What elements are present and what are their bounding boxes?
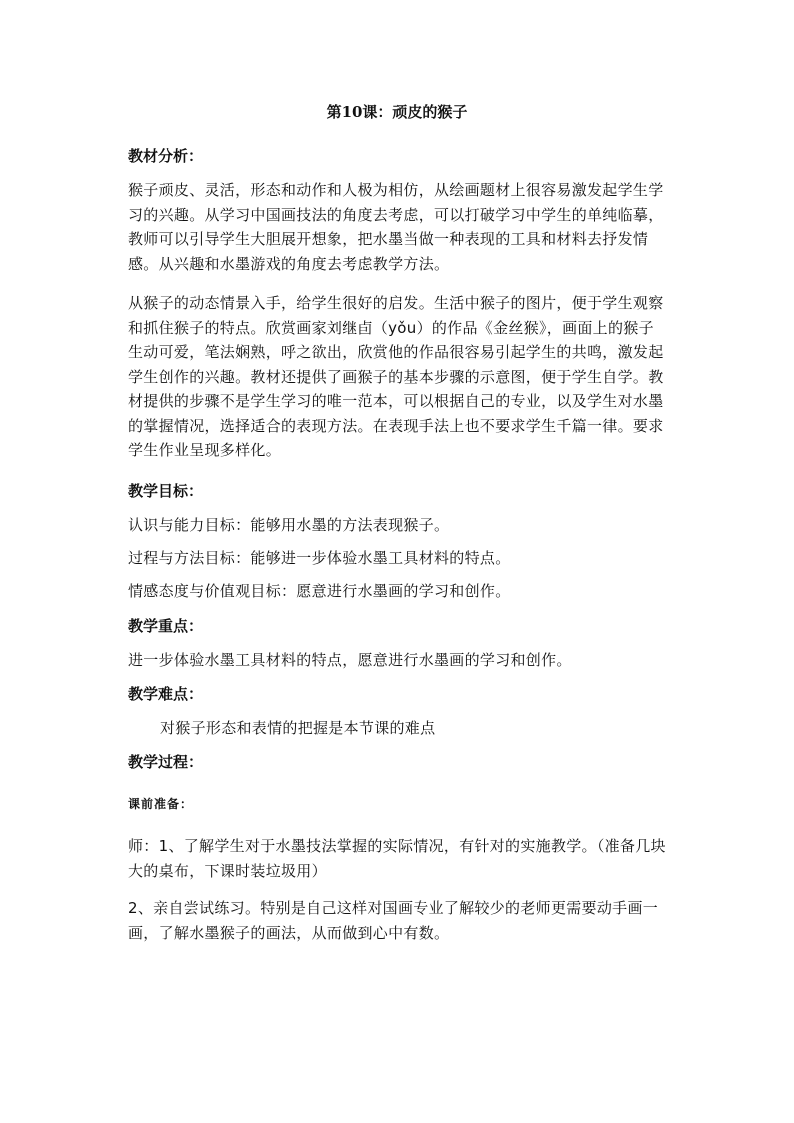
goal-emotion: 情感态度与价值观目标：愿意进行水墨画的学习和创作。 (128, 582, 511, 600)
goal-ability: 认识与能力目标：能够用水墨的方法表现猴子。 (128, 516, 450, 534)
prep-heading: 课前准备： (128, 797, 194, 811)
difficulty-text: 对猴子形态和表情的把握是本节课的难点 (160, 719, 436, 737)
document-title: 第10课：顽皮的猴子 (326, 103, 468, 121)
key-text: 进一步体验水墨工具材料的特点，愿意进行水墨画的学习和创作。 (128, 651, 572, 669)
difficulty-heading: 教学难点： (128, 685, 204, 703)
key-heading: 教学重点： (128, 617, 204, 635)
analysis-heading: 教材分析： (128, 147, 204, 165)
goal-process: 过程与方法目标：能够进一步体验水墨工具材料的特点。 (128, 549, 511, 567)
analysis-paragraph-2: 从猴子的动态情景入手，给学生很好的启发。生活中猴子的图片，便于学生观察和抓住猴子的特点。欣赏画家刘继卣（yǒu）的作品《金丝猴》，画面上的猴子生动可爱，笔法娴熟，呼之欲出，欣赏他的作品很容易引起学生的共鸣，激发起学生创作的兴趣。教材还提供了画猴子的基本步骤的示意图，便于学生自学。教材提供的步骤不是学生学习的唯一范本，可以根据自己的专业，以及学生对水墨的掌握情况，选择适合的表现方法。在表现手法上也不要求学生千篇一律。要求学生作业呈现多样化。 (128, 294, 664, 459)
prep-paragraph-2: 2、亲自尝试练习。特别是自己这样对国画专业了解较少的老师更需要动手画一画，了解水墨猴子的画法，从而做到心中有数。 (128, 899, 659, 942)
process-heading: 教学过程： (128, 753, 204, 771)
goals-heading: 教学目标： (128, 482, 204, 500)
prep-paragraph-1: 师：1、了解学生对于水墨技法掌握的实际情况，有针对的实施教学。（准备几块大的桌布，下课时装垃圾用） (128, 837, 666, 880)
analysis-paragraph-1: 猴子顽皮、灵活，形态和动作和人极为相仿，从绘画题材上很容易激发起学生学习的兴趣。从学习中国画技法的角度去考虑，可以打破学习中学生的单纯临摹，教师可以引导学生大胆展开想象，把水墨当做一种表现的工具和材料去抒发情感。从兴趣和水墨游戏的角度去考虑教学方法。 (128, 181, 664, 273)
